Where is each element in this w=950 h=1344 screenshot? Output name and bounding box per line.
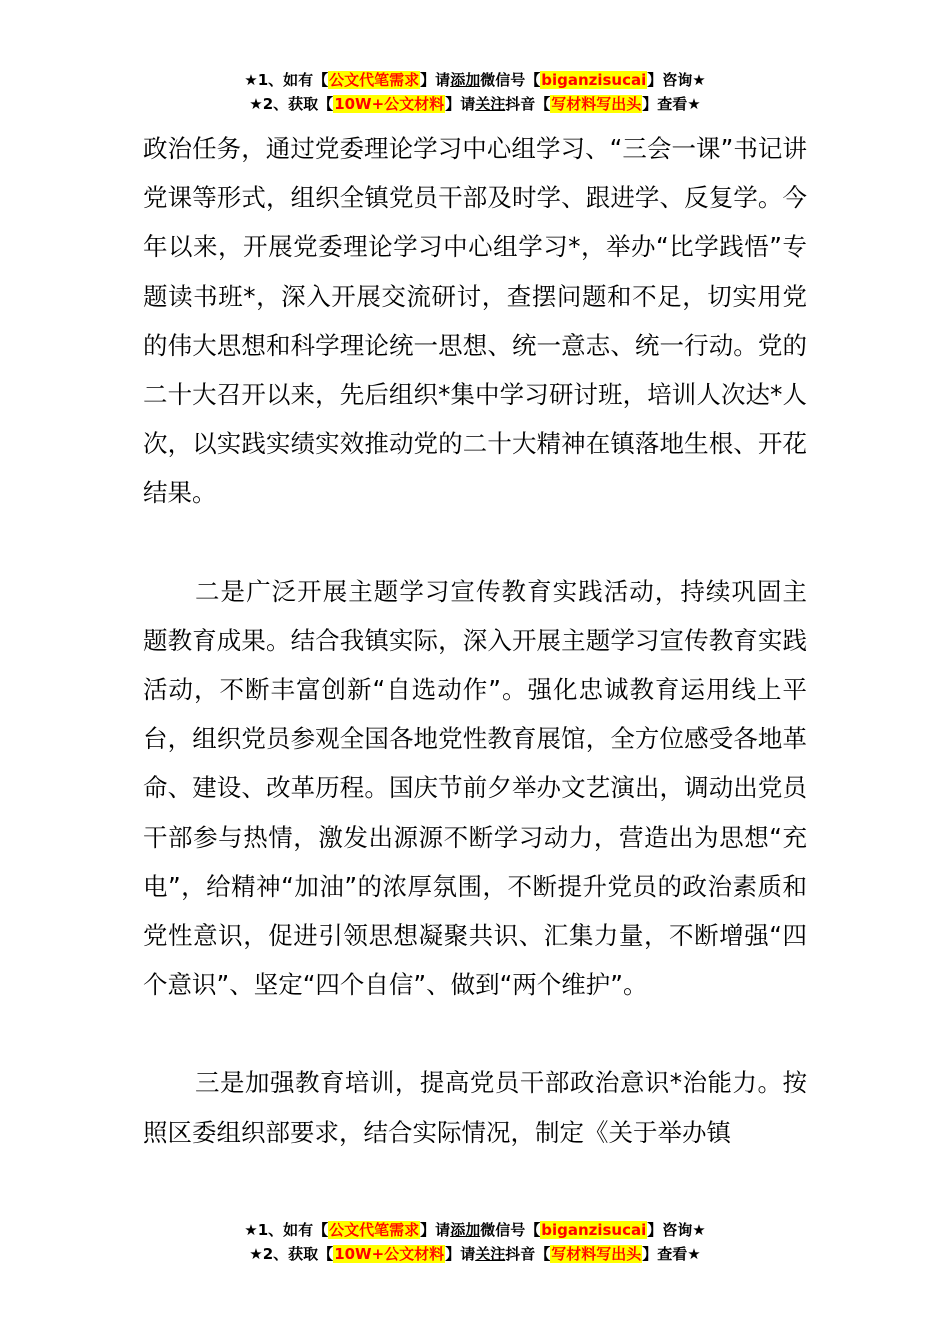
banner-text: ★1、如有【 [244,71,329,89]
highlight-text: 写材料写出头 [551,95,642,113]
paragraph-spacer [143,518,807,567]
banner-text: 抖音【 [505,1245,551,1263]
paragraph-spacer [143,1009,807,1058]
document-body [143,124,807,1157]
highlight-text: 公文代笔需求 [329,71,420,89]
paragraph-3: 三是加强教育培训，提高党员干部政治意识*治能力。按照区委组织部要求，结合实际情况，制定《关于举办镇 [143,1068,807,1147]
banner-text: ★2、获取【 [249,95,334,113]
highlight-text: 公文代笔需求 [329,1221,420,1239]
footer-banner [0,1218,950,1266]
highlight-text: 写材料写出头 [551,1245,642,1263]
underlined-text: 关注 [475,1245,506,1263]
banner-text: 抖音【 [505,95,551,113]
banner-text: ★1、如有【 [244,1221,329,1239]
banner-text: ★2、获取【 [249,1245,334,1263]
banner-text: 】请 [445,95,476,113]
banner-text: 微信号【 [480,1221,541,1239]
underlined-text: 添加 [450,71,481,89]
highlight-text: 10W+公文材料 [334,1245,445,1263]
paragraph-2: 二是广泛开展主题学习宣传教育实践活动，持续巩固主题教育成果。结合我镇实际，深入开展主题学习宣传教育实践活动，不断丰富创新“自选动作”。强化忠诚教育运用线上平台，组织党员参观全国各地党性教育展馆，全方位感受各地革命、建设、改革历程。国庆节前夕举办文艺演出，调动出党员干部参与热情，激发出源源不断学习动力，营造出为思想“充电”，给精神“加油”的浓厚氛围，不断提升党员的政治素质和党性意识，促进引领思想凝聚共识、汇集力量，不断增强“四个意识”、坚定“四个自信”、做到“两个维护”。 [143,576,807,1000]
paragraph-1: 政治任务，通过党委理论学习中心组学习、“三会一课”书记讲党课等形式，组织全镇党员干部及时学、跟进学、反复学。今年以来，开展党委理论学习中心组学习*，举办“比学践悟”专题读书班*，深入开展交流研讨，查摆问题和不足，切实用党的伟大思想和科学理论统一思想、统一意志、统一行动。党的二十大召开以来，先后组织*集中学习研讨班，培训人次达*人次，以实践实绩实效推动党的二十大精神在镇落地生根、开花结果。 [143,134,807,508]
banner-line-2 [0,1242,950,1266]
banner-line-1 [0,1218,950,1242]
banner-text: 】请 [420,1221,451,1239]
banner-text: 】查看★ [642,95,701,113]
header-banner [0,68,950,116]
banner-text: 】查看★ [642,1245,701,1263]
highlight-text: biganzisucai [541,71,647,89]
banner-line-1 [0,68,950,92]
underlined-text: 关注 [475,95,506,113]
banner-text: 】请 [445,1245,476,1263]
banner-text: 】请 [420,71,451,89]
highlight-text: biganzisucai [541,1221,647,1239]
highlight-text: 10W+公文材料 [334,95,445,113]
underlined-text: 添加 [450,1221,481,1239]
banner-text: 微信号【 [480,71,541,89]
banner-line-2 [0,92,950,116]
banner-text: 】咨询★ [647,1221,706,1239]
banner-text: 】咨询★ [647,71,706,89]
